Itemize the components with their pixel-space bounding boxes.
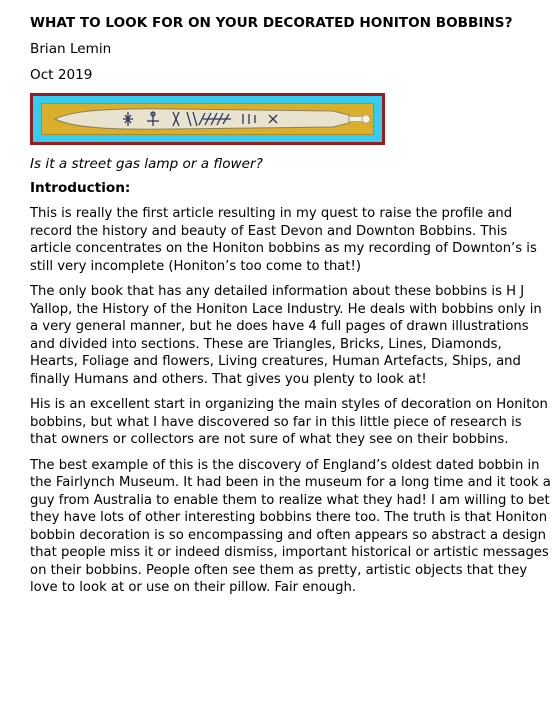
section-heading: Introduction: bbox=[30, 180, 131, 196]
bobbin-photo bbox=[30, 93, 385, 145]
paragraph: The only book that has any detailed information about these bobbins is H J Yallop, the History of the Honiton Lace Industry. He deals with bobbins only in a very general manner, but he does have 4 full pages of drawn illustrations and divided into sections. These are Triangles, Bricks, Lines, Diamonds, Hearts, Foliage and flowers, Living creatures, Human Artefacts, Ships, and finally Humans and others. That gives you plenty to look at! bbox=[30, 284, 542, 387]
paragraph: The best example of this is the discovery of England’s oldest dated bobbin in the Fairlynch Museum. It had been in the museum for a long time and it took a guy from Australia to enable them to realize what they had! I am willing to bet they have lots of other interesting bobbins there too. The truth is that Honiton bobbin decoration is so encompassing and often appears so abstract a design that people miss it or indeed dismiss, important historical or artistic messages on their bobbins. People often see them as pretty, artistic objects that they love to look at or use on their pillow. Fair enough. bbox=[30, 457, 551, 595]
image-caption: Is it a street gas lamp or a flower? bbox=[30, 156, 263, 172]
article-title: WHAT TO LOOK FOR ON YOUR DECORATED HONITON BOBBINS? bbox=[30, 15, 513, 31]
bobbin-head bbox=[362, 115, 370, 123]
paragraph: His is an excellent start in organizing the main styles of decoration on Honiton bobbins, but what I have discovered so far in this little piece of research is that owners or collectors are not sure of what they see on their bobbins. bbox=[30, 397, 548, 447]
paragraph: This is really the first article resulting in my quest to raise the profile and record the history and beauty of East Devon and Downton Bobbins. This article concentrates on the Honiton bobbins as my recording of Downton’s is still very incomplete (Honiton’s too come to that!) bbox=[30, 206, 537, 274]
article bbox=[30, 14, 552, 605]
publish-date: Oct 2019 bbox=[30, 67, 93, 83]
author-name: Brian Lemin bbox=[30, 41, 112, 57]
bobbin-illustration bbox=[33, 96, 382, 142]
bobbin-neck bbox=[349, 117, 363, 122]
